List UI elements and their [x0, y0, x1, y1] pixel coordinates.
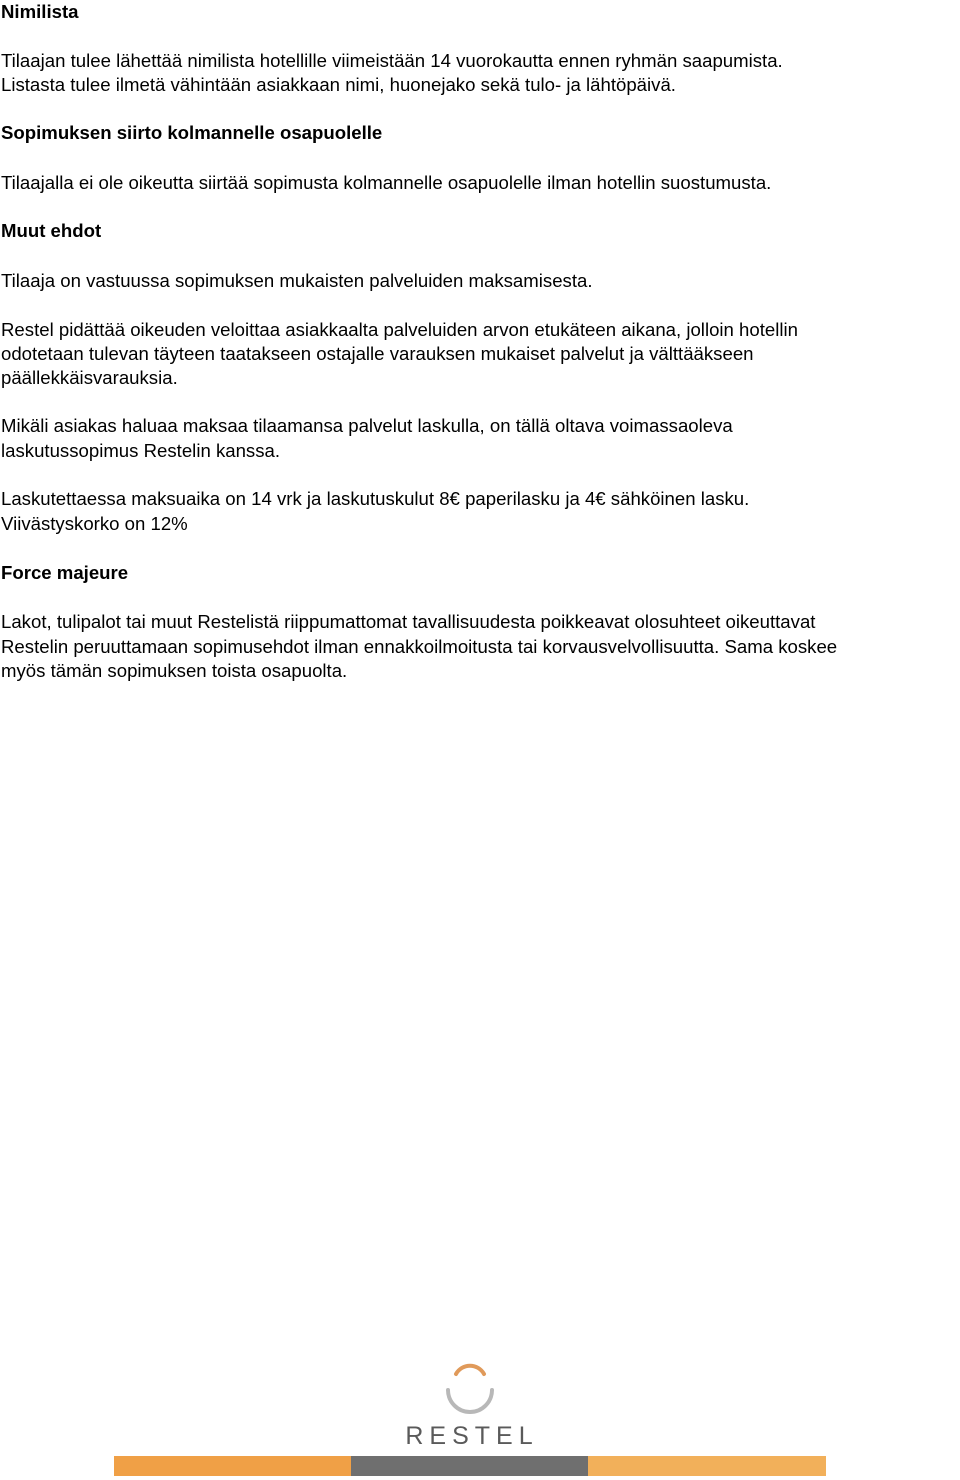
text-line: päällekkäisvarauksia.: [1, 367, 178, 388]
text-line: Laskutettaessa maksuaika on 14 vrk ja laskutuskulut 8€ paperilasku ja 4€ sähköinen lasku.: [1, 488, 750, 509]
text-line: Tilaaja on vastuussa sopimuksen mukaisten palveluiden maksamisesta.: [1, 270, 593, 291]
text-line: myös tämän sopimuksen toista osapuolta.: [1, 660, 348, 681]
restel-logo-mark-icon: [440, 1360, 500, 1418]
text-line: Viivästyskorko on 12%: [1, 513, 188, 534]
restel-logo-text: RESTEL: [405, 1422, 539, 1450]
text-line: Mikäli asiakas haluaa maksaa tilaamansa palvelut laskulla, on tällä oltava voimassaoleva: [1, 415, 733, 436]
footer-color-bar-left: [114, 1456, 351, 1476]
heading-force-majeure: Force majeure: [1, 562, 129, 583]
text-line: Lakot, tulipalot tai muut Restelistä riippumattomat tavallisuudesta poikkeavat olosuhteet oikeuttavat: [1, 611, 816, 632]
footer-color-bar-middle: [351, 1456, 588, 1476]
text-line: laskutussopimus Restelin kanssa.: [1, 440, 281, 461]
text-line: Restel pidättää oikeuden veloittaa asiakkaalta palveluiden arvon etukäteen aikana, jolloin hotellin: [1, 319, 798, 340]
text-line: Listasta tulee ilmetä vähintään asiakkaan nimi, huonejako sekä tulo- ja lähtöpäivä.: [1, 74, 676, 95]
text-line: Tilaajalla ei ole oikeutta siirtää sopimusta kolmannelle osapuolelle ilman hotellin suostumusta.: [1, 172, 772, 193]
heading-muut-ehdot: Muut ehdot: [1, 220, 102, 241]
heading-sopimuksen-siirto: Sopimuksen siirto kolmannelle osapuolelle: [1, 122, 383, 143]
text-line: odotetaan tulevan täyteen taatakseen ostajalle varauksen mukaiset palvelut ja välttääkseen: [1, 343, 754, 364]
text-line: Tilaajan tulee lähettää nimilista hotellille viimeistään 14 vuorokautta ennen ryhmän saapumista.: [1, 50, 783, 71]
text-line: Restelin peruuttamaan sopimusehdot ilman ennakkoilmoitusta tai korvausvelvollisuutta. Sama koskee: [1, 636, 838, 657]
restel-logo: [384, 1360, 556, 1452]
heading-nimilista: Nimilista: [1, 1, 79, 22]
footer-color-bar-right: [588, 1456, 826, 1476]
